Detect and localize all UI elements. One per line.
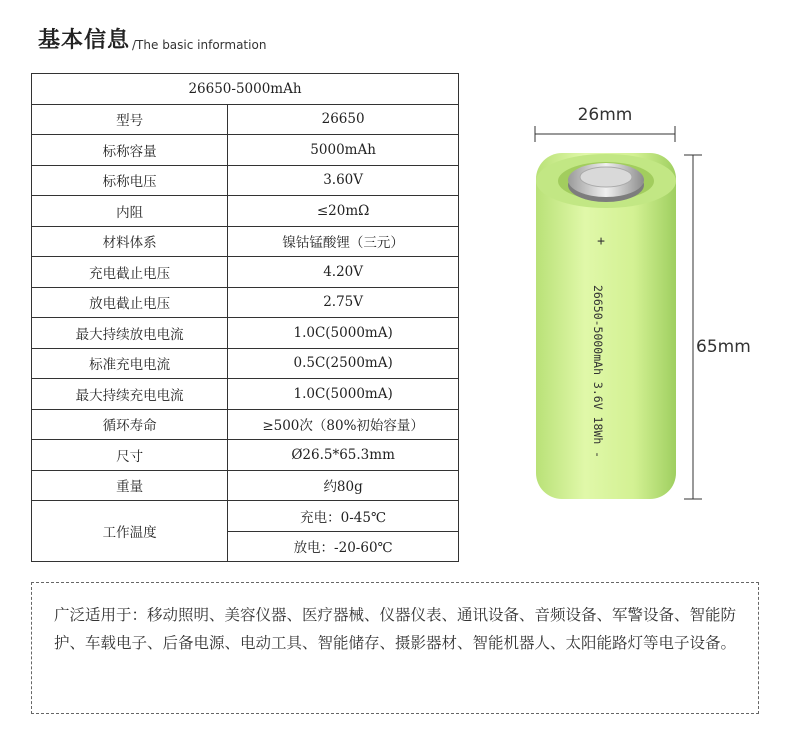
temp-label: 工作温度 bbox=[32, 501, 228, 562]
row-value: 镍钴锰酸锂（三元） bbox=[228, 226, 459, 257]
table-row bbox=[32, 470, 459, 501]
row-value: 5000mAh bbox=[228, 135, 459, 166]
battery-body bbox=[536, 153, 676, 499]
row-value: 约80g bbox=[228, 470, 459, 501]
usage-box bbox=[31, 582, 759, 714]
table-row bbox=[32, 379, 459, 410]
table-row bbox=[32, 348, 459, 379]
spec-table bbox=[31, 73, 459, 562]
section-header bbox=[38, 24, 266, 54]
usage-text: 广泛适用于：移动照明、美容仪器、医疗器械、仪器仪表、通讯设备、音频设备、军警设备、智能防护、车载电子、后备电源、电动工具、智能储存、摄影器材、智能机器人、太阳能路灯等电子设备。 bbox=[54, 606, 737, 652]
row-value: 3.60V bbox=[228, 165, 459, 196]
row-label: 尺寸 bbox=[32, 440, 228, 471]
row-label: 标准充电电流 bbox=[32, 348, 228, 379]
row-value: Ø26.5*65.3mm bbox=[228, 440, 459, 471]
section-subtitle: /The basic information bbox=[132, 38, 267, 52]
row-value: 1.0C(5000mA) bbox=[228, 379, 459, 410]
row-label: 内阻 bbox=[32, 196, 228, 227]
table-row bbox=[32, 135, 459, 166]
battery-illustration bbox=[500, 95, 790, 515]
table-row bbox=[32, 104, 459, 135]
row-value: 0.5C(2500mA) bbox=[228, 348, 459, 379]
row-label: 最大持续放电电流 bbox=[32, 318, 228, 349]
table-row bbox=[32, 409, 459, 440]
height-dimension bbox=[684, 155, 751, 499]
row-value: ≥500次（80%初始容量） bbox=[228, 409, 459, 440]
section-title: 基本信息 bbox=[38, 28, 131, 53]
table-row bbox=[32, 287, 459, 318]
row-label: 材料体系 bbox=[32, 226, 228, 257]
row-label: 重量 bbox=[32, 470, 228, 501]
table-row bbox=[32, 257, 459, 288]
row-label: 标称电压 bbox=[32, 165, 228, 196]
height-label: 65mm bbox=[696, 337, 751, 357]
row-label: 充电截止电压 bbox=[32, 257, 228, 288]
temp-charge: 充电：0-45℃ bbox=[228, 501, 459, 532]
row-value: ≤20mΩ bbox=[228, 196, 459, 227]
table-row bbox=[32, 440, 459, 471]
row-label: 循环寿命 bbox=[32, 409, 228, 440]
battery-cap bbox=[568, 163, 644, 202]
table-row-temp bbox=[32, 501, 459, 532]
battery-print: 26650-5000mAh 3.6V 18Wh - bbox=[591, 285, 605, 459]
battery-plus: + bbox=[597, 234, 605, 249]
table-title-row bbox=[32, 74, 459, 105]
table-row bbox=[32, 318, 459, 349]
row-value: 1.0C(5000mA) bbox=[228, 318, 459, 349]
width-dimension bbox=[535, 105, 675, 142]
row-label: 型号 bbox=[32, 104, 228, 135]
row-label: 标称容量 bbox=[32, 135, 228, 166]
width-label: 26mm bbox=[577, 105, 633, 125]
table-row bbox=[32, 196, 459, 227]
table-row bbox=[32, 165, 459, 196]
row-value: 26650 bbox=[228, 104, 459, 135]
table-row bbox=[32, 226, 459, 257]
row-value: 2.75V bbox=[228, 287, 459, 318]
row-value: 4.20V bbox=[228, 257, 459, 288]
row-label: 放电截止电压 bbox=[32, 287, 228, 318]
table-title: 26650-5000mAh bbox=[32, 74, 459, 105]
temp-discharge: 放电：-20-60℃ bbox=[228, 531, 459, 562]
row-label: 最大持续充电电流 bbox=[32, 379, 228, 410]
